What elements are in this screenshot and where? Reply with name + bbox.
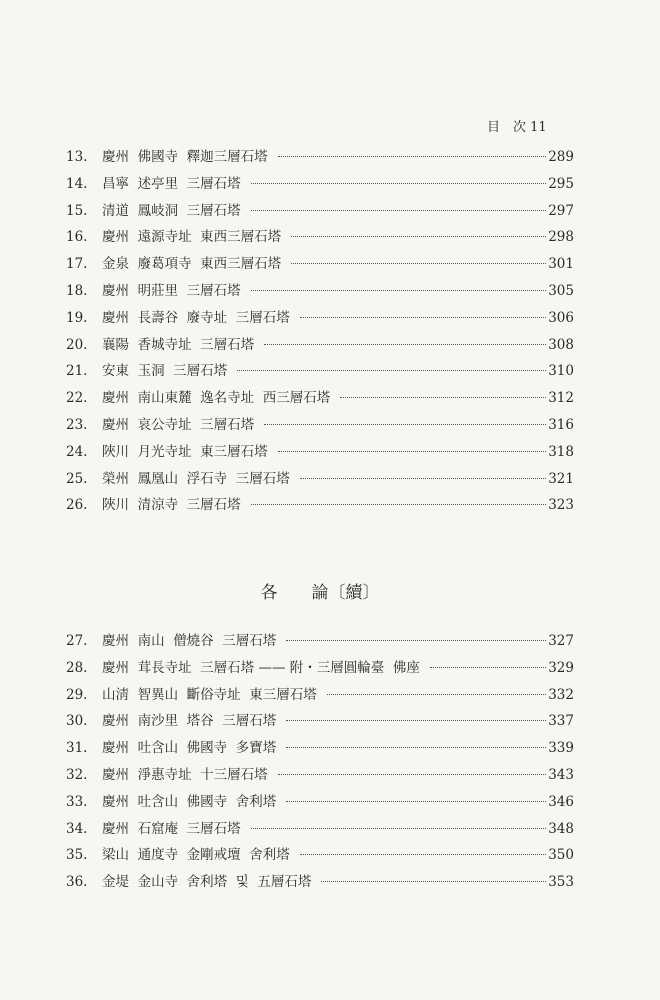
toc-entry <box>66 846 574 873</box>
entry-title: 陜川 月光寺址 東三層石塔 <box>102 443 268 460</box>
dot-leader <box>321 881 546 882</box>
entry-title: 慶州 哀公寺址 三層石塔 <box>102 416 255 433</box>
entry-title: 慶州 吐含山 佛國寺 舍利塔 <box>102 793 277 810</box>
dot-leader <box>340 397 546 398</box>
entry-number: 26. <box>66 497 88 514</box>
entry-number: 31. <box>66 740 88 757</box>
entry-title: 慶州 佛國寺 釋迦三層石塔 <box>102 149 268 165</box>
dot-leader <box>286 801 546 802</box>
dot-leader <box>286 720 546 721</box>
section-heading-text: 各 論〔續〕 <box>260 583 380 603</box>
entry-title: 襄陽 香城寺址 三層石塔 <box>102 336 255 353</box>
entry-title: 安東 玉洞 三層石塔 <box>102 363 228 380</box>
entry-number: 19. <box>66 309 88 326</box>
toc-entry <box>66 362 574 389</box>
entry-page: 295 <box>548 175 574 192</box>
dot-leader <box>264 344 546 345</box>
entry-number: 17. <box>66 256 88 273</box>
toc-entry <box>66 148 574 175</box>
entry-number: 21. <box>66 363 88 380</box>
entry-page: 318 <box>548 443 574 460</box>
entry-title: 慶州 長壽谷 廢寺址 三層石塔 <box>102 309 290 326</box>
entry-title: 慶州 南沙里 塔谷 三層石塔 <box>102 713 277 730</box>
toc-entry <box>66 255 574 282</box>
toc-entry <box>66 175 574 202</box>
dot-leader <box>251 290 547 291</box>
entry-title: 山淸 智異山 斷俗寺址 東三層石塔 <box>102 686 317 703</box>
dot-leader <box>251 183 547 184</box>
entry-number: 34. <box>66 820 88 837</box>
entry-page: 306 <box>548 309 574 326</box>
entry-page: 329 <box>548 659 574 676</box>
dot-leader <box>300 854 546 855</box>
running-head: 目 次 11 <box>487 120 547 135</box>
entry-title: 榮州 鳳凰山 浮石寺 三層石塔 <box>102 470 290 487</box>
entry-page: 301 <box>548 256 574 273</box>
entry-page: 343 <box>548 766 574 783</box>
toc-entry <box>66 712 574 739</box>
toc-entry <box>66 228 574 255</box>
entry-number: 14. <box>66 175 88 192</box>
toc-list-lower <box>66 632 574 900</box>
entry-page: 289 <box>548 149 574 165</box>
entry-number: 35. <box>66 847 88 864</box>
entry-title: 慶州 茸長寺址 三層石塔 —— 附・三層圓輪臺 佛座 <box>102 659 420 676</box>
entry-page: 321 <box>548 470 574 487</box>
dot-leader <box>251 504 547 505</box>
entry-page: 346 <box>548 793 574 810</box>
entry-page: 297 <box>548 202 574 219</box>
toc-entry <box>66 470 574 497</box>
entry-page: 339 <box>548 740 574 757</box>
toc-entry <box>66 496 574 523</box>
entry-page: 323 <box>548 497 574 514</box>
entry-title: 慶州 遠源寺址 東西三層石塔 <box>102 229 282 246</box>
entry-number: 32. <box>66 766 88 783</box>
toc-entry <box>66 766 574 793</box>
entry-page: 353 <box>548 874 574 891</box>
entry-number: 24. <box>66 443 88 460</box>
entry-number: 16. <box>66 229 88 246</box>
entry-number: 15. <box>66 202 88 219</box>
entry-title: 慶州 石窟庵 三層石塔 <box>102 820 241 837</box>
entry-page: 298 <box>548 229 574 246</box>
entry-title: 昌寧 述亭里 三層石塔 <box>102 175 241 192</box>
entry-number: 13. <box>66 149 88 165</box>
entry-title: 慶州 吐含山 佛國寺 多寶塔 <box>102 740 277 757</box>
dot-leader <box>291 263 546 264</box>
entry-title: 陜川 清涼寺 三層石塔 <box>102 497 241 514</box>
dot-leader <box>278 156 547 157</box>
dot-leader <box>286 747 546 748</box>
entry-title: 清道 鳳岐洞 三層石塔 <box>102 202 241 219</box>
entry-page: 308 <box>548 336 574 353</box>
entry-number: 27. <box>66 633 88 649</box>
dot-leader <box>278 451 547 452</box>
entry-title: 梁山 通度寺 金剛戒壇 舍利塔 <box>102 847 290 864</box>
entry-number: 36. <box>66 874 88 891</box>
entry-number: 29. <box>66 686 88 703</box>
entry-page: 312 <box>548 390 574 407</box>
entry-page: 350 <box>548 847 574 864</box>
entry-page: 305 <box>548 282 574 299</box>
entry-page: 310 <box>548 363 574 380</box>
dot-leader <box>430 667 546 668</box>
entry-page: 332 <box>548 686 574 703</box>
toc-entry <box>66 659 574 686</box>
toc-entry <box>66 309 574 336</box>
toc-entry <box>66 739 574 766</box>
toc-list-upper <box>66 148 574 523</box>
entry-number: 30. <box>66 713 88 730</box>
dot-leader <box>237 370 546 371</box>
entry-page: 327 <box>548 633 574 649</box>
entry-title: 金泉 廢葛項寺 東西三層石塔 <box>102 256 282 273</box>
entry-title: 慶州 南山 僧燒谷 三層石塔 <box>102 633 277 649</box>
toc-entry <box>66 443 574 470</box>
dot-leader <box>251 210 547 211</box>
entry-number: 22. <box>66 390 88 407</box>
entry-title: 慶州 明莊里 三層石塔 <box>102 282 241 299</box>
dot-leader <box>291 236 546 237</box>
dot-leader <box>286 640 546 641</box>
toc-entry <box>66 336 574 363</box>
entry-page: 337 <box>548 713 574 730</box>
toc-entry <box>66 632 574 659</box>
toc-entry <box>66 282 574 309</box>
toc-entry <box>66 820 574 847</box>
dot-leader <box>251 828 547 829</box>
entry-number: 23. <box>66 416 88 433</box>
dot-leader <box>327 694 546 695</box>
entry-number: 20. <box>66 336 88 353</box>
toc-entry <box>66 686 574 713</box>
entry-page: 348 <box>548 820 574 837</box>
dot-leader <box>264 424 546 425</box>
entry-title: 金堤 金山寺 舍利塔 및 五層石塔 <box>102 874 312 891</box>
entry-number: 18. <box>66 282 88 299</box>
dot-leader <box>300 478 546 479</box>
toc-entry <box>66 873 574 900</box>
entry-title: 慶州 淨惠寺址 十三層石塔 <box>102 766 268 783</box>
entry-number: 25. <box>66 470 88 487</box>
section-heading <box>0 578 640 603</box>
dot-leader <box>278 774 547 775</box>
toc-entry <box>66 416 574 443</box>
entry-number: 33. <box>66 793 88 810</box>
entry-number: 28. <box>66 659 88 676</box>
toc-entry <box>66 202 574 229</box>
dot-leader <box>300 317 546 318</box>
entry-title: 慶州 南山東麓 逸名寺址 西三層石塔 <box>102 390 331 407</box>
toc-entry <box>66 389 574 416</box>
entry-page: 316 <box>548 416 574 433</box>
toc-entry <box>66 793 574 820</box>
